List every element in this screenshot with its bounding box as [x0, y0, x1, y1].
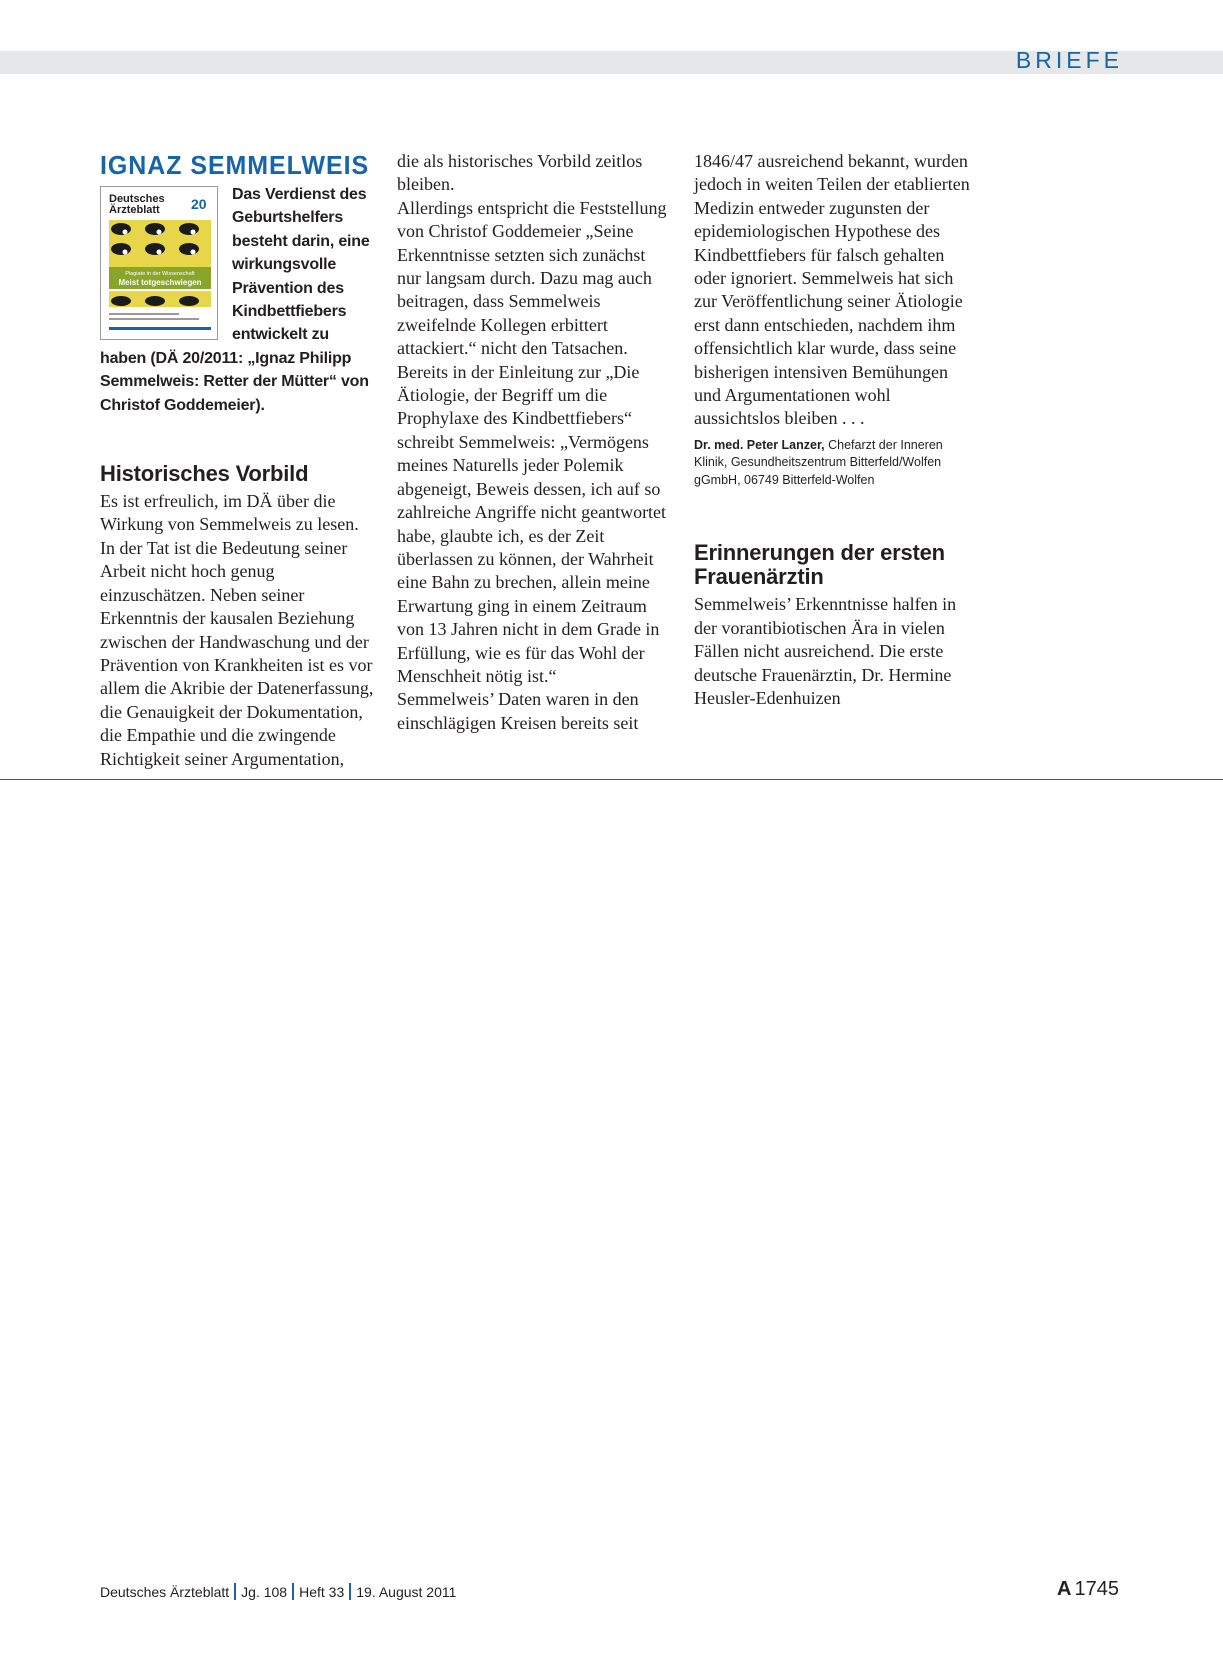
article-kicker: IGNAZ SEMMELWEIS — [100, 150, 370, 180]
footer-volume: Jg. 108 — [241, 1584, 288, 1600]
footer-journal: Deutsches Ärzteblatt — [100, 1584, 230, 1600]
letter2-title: Erinnerungen der ersten Frauenärztin — [694, 540, 945, 590]
letter1-paragraph-2: Allerdings entspricht die Feststellung von Christof Goddemeier „Seine Erkenntnisse setzten sich zunächst nur langsam durch. Dazu mag auch beitragen, dass Semmelweis zweifelnde Kollegen erbittert attackiert.“ nicht den Tatsachen. — [397, 197, 667, 359]
column-1 — [100, 150, 376, 771]
page-footer — [100, 1583, 456, 1600]
magazine-cover-thumbnail — [100, 186, 218, 340]
cover-issue-number: 20 — [191, 196, 207, 212]
footer-issue: Heft 33 — [299, 1584, 345, 1600]
column-3 — [694, 150, 974, 710]
letter1-paragraph-4-cont: 1846/47 ausreichend bekannt, wurden jedoch in weiten Teilen der etablierten Medizin entweder zugunsten der epidemiologischen Hypothese des Kindbettfiebers für falsch gehalten oder ignoriert. Semmelweis hat sich zur Veröffentlichung seiner Ätiologie erst dann entschieden, nachdem ihm offensichtlich klar wurde, dass seine bisherigen intensiven Bemühungen und Argumentationen wohl aussichtslos bleiben . . . — [694, 151, 970, 429]
signature-affiliation: Chefarzt der Inneren Klinik, Gesundheitszentrum Bitterfeld/Wolfen gGmbH, 06749 Bitterfeld-Wolfen — [694, 437, 943, 487]
cover-band-line1: Plagiate in der Wissenschaft — [125, 271, 195, 277]
page-number — [1057, 1578, 1119, 1601]
letter1-signature — [694, 437, 974, 490]
letter1-paragraph-1: Es ist erfreulich, im DÄ über die Wirkung von Semmelweis zu lesen. In der Tat ist die Bedeutung seiner Arbeit nicht hoch genug einzuschätzen. Neben seiner Erkenntnis der kausalen Beziehung zwischen der Handwaschung und der Prävention von Krankheiten ist es vor allem die Akribie der Datenerfassung, die Genauigkeit der Dokumentation, die Empathie und die zwingende Richtigkeit seiner Argumentation, — [100, 491, 374, 769]
footer-date: 19. August 2011 — [356, 1584, 457, 1600]
content-divider — [0, 779, 1223, 780]
cover-brand-line1: Deutsches — [109, 193, 165, 205]
letter1-paragraph-1-cont: die als historisches Vorbild zeitlos bleiben. — [397, 151, 643, 195]
page-prefix: A — [1057, 1578, 1072, 1600]
cover-brand-line2: Ärzteblatt — [109, 204, 160, 216]
lead-block — [100, 183, 376, 417]
column-2 — [397, 150, 673, 735]
letter1-title: Historisches Vorbild — [100, 461, 309, 487]
cover-band-line2: Meist totgeschwiegen — [118, 278, 202, 287]
article-lead: Das Verdienst des Geburtshelfers besteht darin, eine wirkungsvolle Prävention des Kindbettfiebers entwickelt zu haben (DÄ 20/2011: „Ignaz Philipp Semmelweis: Retter der Mütter“ von Christof Goddemeier). — [100, 186, 370, 414]
page-value: 1745 — [1074, 1578, 1119, 1600]
signature-name: Dr. med. Peter Lanzer, — [694, 437, 825, 452]
letter1-paragraph-3: Bereits in der Einleitung zur „Die Ätiologie, der Begriff um die Prophylaxe des Kindbettfiebers“ schreibt Semmelweis: „Vermögens meines Naturells jeder Polemik abgeneigt, Beweis dessen, ich auf so zahlreiche Angriffe nicht geantwortet habe, glaubte ich, es der Zeit überlassen zu können, der Wahrheit eine Bahn zu brechen, allein meine Erwartung ging in einem Zeitraum von 13 Jahren nicht in dem Grade in Erfüllung, wie es für das Wohl der Menschheit nötig ist.“ — [397, 361, 667, 686]
section-label: BRIEFE — [1015, 47, 1123, 73]
letter1-paragraph-4: Semmelweis’ Daten waren in den einschlägigen Kreisen bereits seit — [397, 689, 639, 733]
cover-illustration — [101, 187, 217, 339]
letter2-paragraph-1: Semmelweis’ Erkenntnisse halfen in der vorantibiotischen Ära in vielen Fällen nicht ausreichend. Die erste deutsche Frauenärztin, Dr. Hermine Heusler-Edenhuizen — [694, 594, 957, 708]
